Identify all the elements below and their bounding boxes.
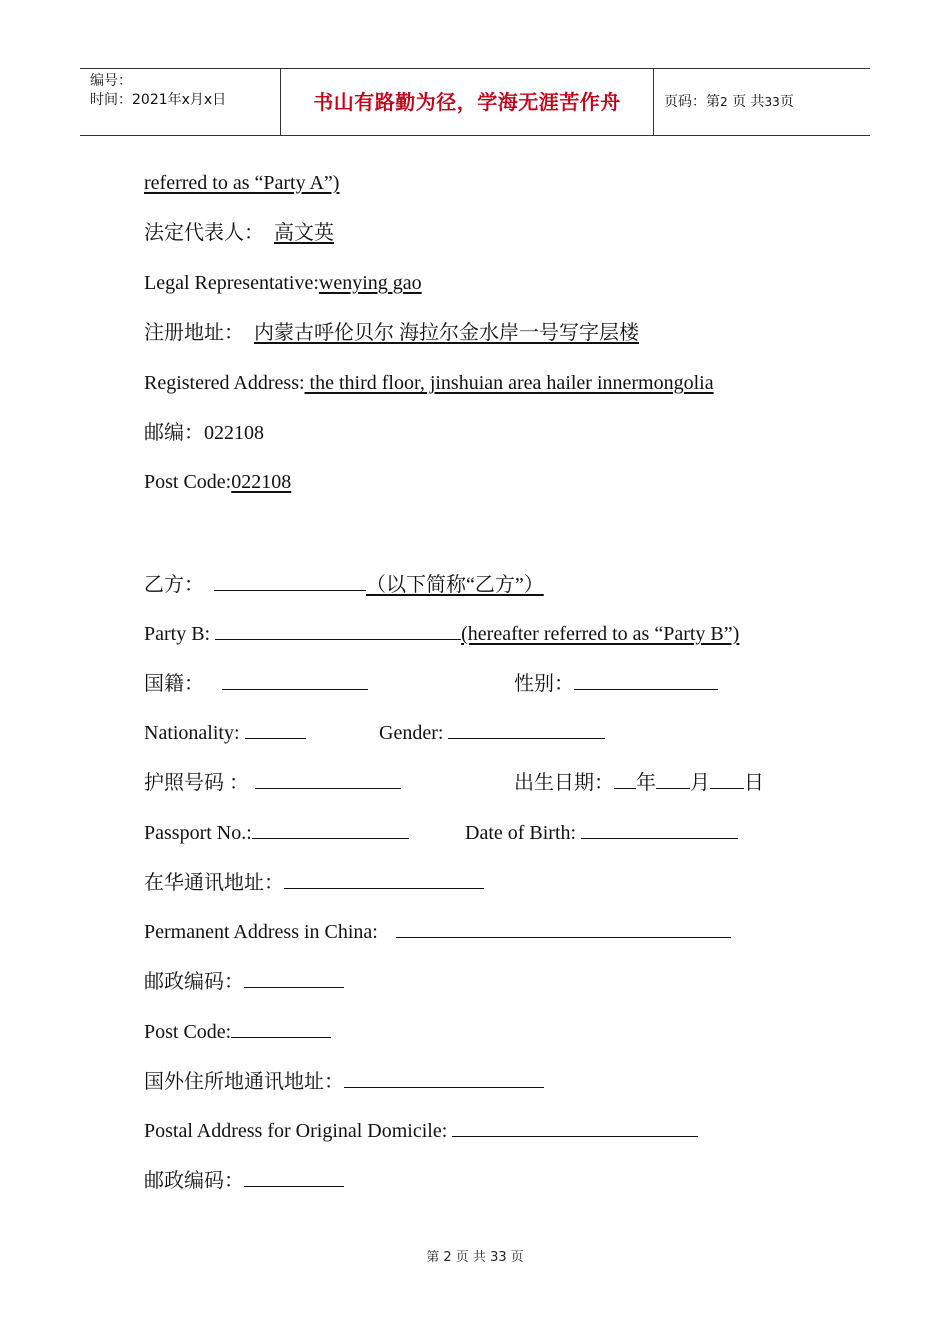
header-page-number: 2 xyxy=(720,95,728,109)
addr-china-cn-blank[interactable] xyxy=(284,868,484,889)
birth-en-line xyxy=(465,818,738,846)
postcode-en-blank-b[interactable] xyxy=(231,1017,331,1038)
addr-china-cn-label: 在华通讯地址： xyxy=(144,872,284,894)
postal-cn-label-1: 邮政编码： xyxy=(144,971,244,993)
addr-abroad-en-line xyxy=(144,1116,698,1144)
address-cn-value: 内蒙古呼伦贝尔 海拉尔金水岸一号写字层楼 xyxy=(254,322,639,344)
gender-en-line xyxy=(379,718,605,746)
nationality-en-line xyxy=(144,718,306,746)
address-en-label: Registered Address: xyxy=(144,372,305,394)
party-b-cn-line xyxy=(144,570,544,598)
postcode-en-label-b: Post Code: xyxy=(144,1021,232,1043)
party-b-en-line xyxy=(144,619,739,647)
nationality-cn-label: 国籍： xyxy=(144,673,204,695)
birth-year-label: 年 xyxy=(636,772,656,794)
postcode-en-value: 022108 xyxy=(231,471,292,493)
postal-cn-blank-1[interactable] xyxy=(244,967,344,988)
birth-cn-line xyxy=(514,768,764,796)
party-b-en-label: Party B: xyxy=(144,623,216,645)
addr-abroad-cn-line xyxy=(144,1067,544,1095)
footer-page-number: 2 xyxy=(443,1250,452,1265)
passport-en-blank[interactable] xyxy=(252,818,409,839)
birth-month-label: 月 xyxy=(690,772,710,794)
address-cn-label: 注册地址： xyxy=(144,322,244,344)
passport-cn-blank[interactable] xyxy=(255,768,401,789)
party-b-cn-label: 乙方： xyxy=(144,574,204,596)
nationality-en-label: Nationality: xyxy=(144,722,245,744)
addr-china-cn-line xyxy=(144,868,484,896)
passport-en-line xyxy=(144,818,409,846)
gender-cn-line xyxy=(514,669,718,697)
header-page-info: 页码：第2 页 共33页 xyxy=(664,94,794,110)
header-meta xyxy=(80,69,281,136)
legal-rep-cn-value: 高文英 xyxy=(274,222,334,244)
birth-day-blank[interactable] xyxy=(710,768,744,789)
nationality-cn-blank[interactable] xyxy=(222,669,368,690)
legal-rep-en-line xyxy=(144,270,422,296)
postcode-en-line xyxy=(144,469,291,495)
party-b-cn-note: （以下简称“乙方”） xyxy=(366,574,544,596)
birth-en-blank[interactable] xyxy=(581,818,738,839)
birth-year-blank[interactable] xyxy=(614,768,636,789)
passport-cn-label: 护照号码 ： xyxy=(144,772,249,794)
addr-china-en-blank[interactable] xyxy=(396,917,731,938)
header-motto: 书山有路勤为径，学海无涯苦作舟 xyxy=(281,69,654,136)
document-number-label: 编号： xyxy=(90,73,132,89)
postcode-en-label: Post Code: xyxy=(144,471,232,493)
document-time-label: 时间：2021年x月x日 xyxy=(90,92,227,108)
address-cn-line xyxy=(144,320,639,346)
postcode-cn-line: 邮编：022108 xyxy=(144,422,264,444)
passport-en-label: Passport No.: xyxy=(144,822,252,844)
party-b-en-note: (hereafter referred to as “Party B”) xyxy=(461,623,740,645)
addr-abroad-cn-label: 国外住所地通讯地址： xyxy=(144,1071,344,1093)
page-header xyxy=(80,68,870,136)
postal-cn-line-1 xyxy=(144,967,344,995)
birth-day-label: 日 xyxy=(744,772,764,794)
addr-abroad-en-label: Postal Address for Original Domicile: xyxy=(144,1120,453,1142)
addr-china-en-line xyxy=(144,917,731,945)
legal-rep-cn-line xyxy=(144,220,334,246)
passport-cn-line xyxy=(144,768,401,796)
nationality-en-blank[interactable] xyxy=(245,718,306,739)
page-footer: 第 2 页 共 33 页 xyxy=(426,1250,524,1265)
nationality-cn-line xyxy=(144,669,368,697)
party-a-referred-line: referred to as “Party A”) xyxy=(144,172,340,194)
gender-cn-label: 性别： xyxy=(514,673,574,695)
header-page-total: 33 xyxy=(764,95,780,109)
gender-en-blank[interactable] xyxy=(448,718,605,739)
birth-cn-label: 出生日期： xyxy=(514,772,614,794)
legal-rep-en-label: Legal Representative: xyxy=(144,272,319,294)
gender-cn-blank[interactable] xyxy=(574,669,718,690)
gender-en-label: Gender: xyxy=(379,722,449,744)
birth-month-blank[interactable] xyxy=(656,768,690,789)
addr-abroad-cn-blank[interactable] xyxy=(344,1067,544,1088)
party-b-en-blank[interactable] xyxy=(215,619,461,640)
postal-cn-blank-2[interactable] xyxy=(244,1166,344,1187)
addr-abroad-en-blank[interactable] xyxy=(452,1116,698,1137)
party-b-cn-blank[interactable] xyxy=(214,570,366,591)
address-en-line xyxy=(144,370,714,396)
birth-en-label: Date of Birth: xyxy=(465,822,582,844)
legal-rep-en-value: wenying gao xyxy=(318,272,422,294)
postal-cn-line-2 xyxy=(144,1166,344,1194)
address-en-value: the third floor, jinshuian area hailer innermongolia xyxy=(304,372,714,394)
postal-cn-label-2: 邮政编码： xyxy=(144,1170,244,1192)
postcode-en-line-b xyxy=(144,1017,331,1045)
footer-page-total: 33 xyxy=(490,1250,507,1265)
addr-china-en-label: Permanent Address in China: xyxy=(144,921,378,943)
legal-rep-cn-label: 法定代表人： xyxy=(144,222,264,244)
